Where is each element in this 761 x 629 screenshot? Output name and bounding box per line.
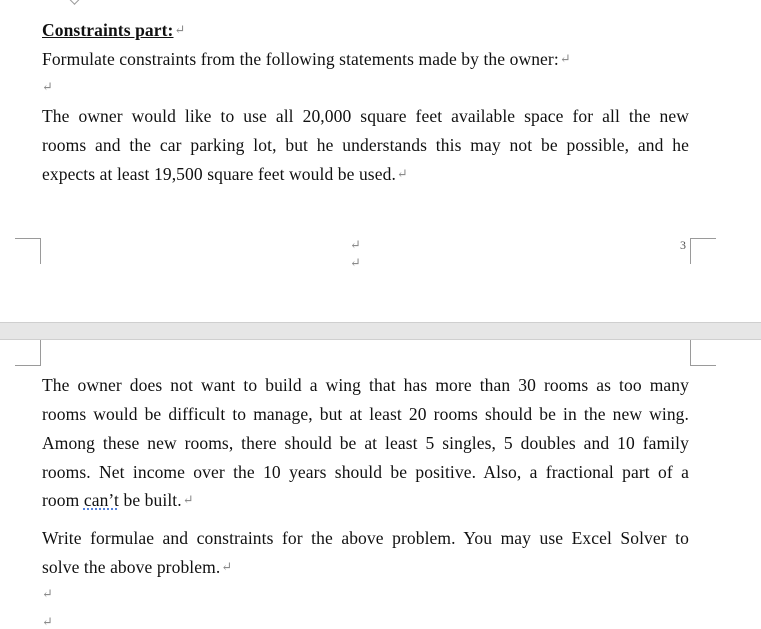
- document-page-2: [0, 340, 761, 628]
- page-number: 3: [680, 238, 686, 252]
- para3-line-2-text: solve the above problem.: [42, 557, 221, 577]
- para1-line-3: [42, 164, 408, 184]
- para3-line-1: Write formulae and constraints for the above problem. You may use Excel Solver to: [42, 528, 689, 548]
- paragraph-mark-icon: ↵: [221, 559, 233, 574]
- para2-line-5-suffix: be built.: [119, 490, 182, 510]
- para3-line-2: [42, 557, 232, 577]
- para2-line-2: rooms would be difficult to manage, but at least 20 rooms should be in the new wing.: [42, 404, 689, 424]
- footer-paragraph-mark-icon: ↵: [350, 255, 361, 270]
- para1-line-1: The owner would like to use all 20,000 square feet available space for all the new: [42, 106, 689, 126]
- grammar-flagged-word[interactable]: can’t: [83, 490, 119, 510]
- footer-paragraph-mark-icon: ↵: [350, 237, 361, 252]
- crop-mark-top-left: [15, 340, 41, 366]
- paragraph-mark-icon: ↵: [42, 586, 53, 601]
- para2-line-5: [42, 490, 194, 510]
- para1-line-3-text: expects at least 19,500 square feet would be used.: [42, 164, 396, 184]
- paragraph-mark-icon: ↵: [174, 22, 186, 37]
- crop-mark-bottom-left: [15, 238, 41, 264]
- paragraph-mark-icon: ↵: [42, 614, 53, 629]
- intro-text: Formulate constraints from the following statements made by the owner:: [42, 49, 559, 69]
- crop-mark-top-right: [690, 340, 716, 366]
- para2-line-1: The owner does not want to build a wing that has more than 30 rooms as too many: [42, 375, 689, 395]
- intro-line: [42, 49, 571, 69]
- chevron-down-icon: [68, 0, 81, 5]
- para2-line-5-prefix: room: [42, 490, 84, 510]
- para1-line-2: rooms and the car parking lot, but he understands this may not be possible, and he: [42, 135, 689, 155]
- paragraph-mark-icon: ↵: [182, 492, 194, 507]
- section-heading: Constraints part:: [42, 20, 174, 40]
- paragraph-mark-icon: ↵: [42, 79, 53, 94]
- paragraph-mark-icon: ↵: [559, 51, 571, 66]
- para2-line-3: Among these new rooms, there should be at least 5 singles, 5 doubles and 10 family: [42, 433, 689, 453]
- section-heading-line: [42, 20, 186, 40]
- crop-mark-bottom-right: [690, 238, 716, 264]
- page-gap: [0, 322, 761, 340]
- paragraph-mark-icon: ↵: [396, 166, 408, 181]
- para2-line-4: rooms. Net income over the 10 years should be positive. Also, a fractional part of a: [42, 462, 689, 482]
